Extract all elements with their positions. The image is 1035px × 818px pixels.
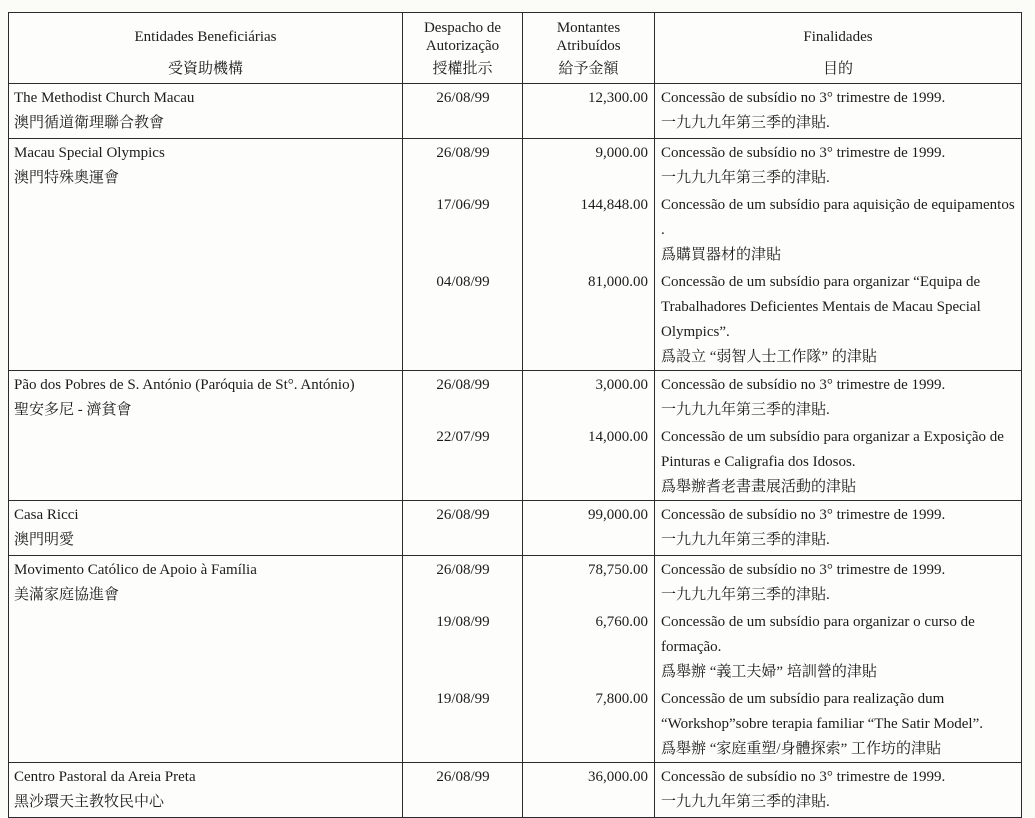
grant-date: 17/06/99	[436, 197, 490, 213]
grant-date: 26/08/99	[436, 769, 490, 785]
grant-date: 26/08/99	[436, 377, 490, 393]
grant-entry	[403, 556, 1021, 608]
grant-purpose	[654, 685, 1021, 762]
grant-entry	[403, 84, 1021, 136]
purpose-pt: Concessão de subsídio no 3° trimestre de 1999.	[661, 377, 946, 393]
entity-cell	[9, 763, 403, 817]
grant-entry	[403, 191, 1021, 268]
grant-amount: 12,300.00	[588, 90, 648, 106]
purpose-zh: 爲舉辦耆老書畫展活動的津貼	[661, 479, 857, 495]
grant-purpose	[654, 608, 1021, 685]
grant-entry	[403, 139, 1021, 191]
grant-date: 26/08/99	[436, 562, 490, 578]
header-purposes	[655, 13, 1021, 83]
grant-amount: 144,848.00	[580, 197, 648, 213]
grant-date: 19/08/99	[436, 614, 490, 630]
grant-entry	[403, 608, 1021, 685]
grant-amount: 7,800.00	[595, 691, 648, 707]
header-authorization-zh: 授權批示	[432, 61, 493, 77]
purpose-pt: Concessão de subsídio no 3° trimestre de 1999.	[661, 507, 946, 523]
header-entities-zh: 受資助機構	[167, 61, 243, 77]
header-amounts	[523, 13, 655, 83]
purpose-pt: Concessão de um subsídio para organizar a Exposição de Pinturas e Caligrafia dos Idosos.	[661, 429, 1004, 470]
table-row	[9, 138, 1021, 370]
grant-date: 19/08/99	[436, 691, 490, 707]
purpose-pt: Concessão de subsídio no 3° trimestre de 1999.	[661, 562, 946, 578]
entity-name-zh: 聖安多尼 - 濟貧會	[14, 402, 132, 418]
grant-purpose	[654, 501, 1021, 553]
grants-cell	[403, 763, 1021, 817]
grants-cell	[403, 371, 1021, 500]
entity-name-pt: Casa Ricci	[14, 507, 79, 523]
grant-purpose	[654, 268, 1021, 370]
purpose-pt: Concessão de um subsídio para aquisição de equipamentos .	[661, 197, 1015, 238]
entity-cell	[9, 501, 403, 555]
header-amounts-zh: 給予金額	[558, 61, 619, 77]
grant-amount: 14,000.00	[588, 429, 648, 445]
purpose-pt: Concessão de subsídio no 3° trimestre de 1999.	[661, 769, 946, 785]
header-authorization	[403, 13, 523, 83]
grant-purpose	[654, 423, 1021, 500]
grants-cell	[403, 84, 1021, 138]
grant-purpose	[654, 84, 1021, 136]
grant-entry	[403, 371, 1021, 423]
purpose-zh: 一九九九年第三季的津貼.	[661, 794, 830, 810]
entity-cell	[9, 556, 403, 762]
grant-amount: 81,000.00	[588, 274, 648, 290]
table-row	[9, 370, 1021, 500]
table-body	[9, 83, 1021, 817]
grant-purpose	[654, 191, 1021, 268]
entity-name-pt: Pão dos Pobres de S. António (Paróquia de St°. António)	[14, 377, 355, 393]
grant-entry	[403, 685, 1021, 762]
grant-entry	[403, 423, 1021, 500]
purpose-zh: 一九九九年第三季的津貼.	[661, 587, 830, 603]
grant-entry	[403, 763, 1021, 815]
header-authorization-pt: Despacho de Autorização	[423, 20, 502, 54]
grant-date: 26/08/99	[436, 507, 490, 523]
entity-cell	[9, 139, 403, 370]
entity-name-pt: Macau Special Olympics	[14, 145, 165, 161]
grants-cell	[403, 556, 1021, 762]
entity-name-zh: 澳門循道衛理聯合教會	[14, 115, 165, 131]
entity-name-pt: Centro Pastoral da Areia Preta	[14, 769, 196, 785]
grants-cell	[403, 139, 1021, 370]
purpose-zh: 一九九九年第三季的津貼.	[661, 170, 830, 186]
grants-cell	[403, 501, 1021, 555]
grant-amount: 3,000.00	[595, 377, 648, 393]
grant-entry	[403, 268, 1021, 370]
grant-amount: 99,000.00	[588, 507, 648, 523]
table-row	[9, 500, 1021, 555]
entity-name-pt: Movimento Católico de Apoio à Família	[14, 562, 257, 578]
purpose-zh: 爲舉辦 “義工夫婦” 培訓營的津貼	[661, 664, 877, 680]
table-row	[9, 83, 1021, 138]
entity-cell	[9, 371, 403, 500]
entity-name-pt: The Methodist Church Macau	[14, 90, 195, 106]
purpose-pt: Concessão de um subsídio para organizar o curso de formação.	[661, 614, 975, 655]
table-header	[9, 13, 1021, 83]
grant-purpose	[654, 763, 1021, 815]
purpose-zh: 爲舉辦 “家庭重塑/身體探索” 工作坊的津貼	[661, 741, 941, 757]
grant-amount: 36,000.00	[588, 769, 648, 785]
purpose-pt: Concessão de um subsídio para realização dum “Workshop”sobre terapia familiar “The Satir Model”.	[661, 691, 984, 732]
header-entities	[9, 13, 403, 83]
entity-name-zh: 澳門特殊奧運會	[14, 170, 120, 186]
entity-name-zh: 澳門明愛	[14, 532, 75, 548]
table-row	[9, 555, 1021, 762]
purpose-zh: 一九九九年第三季的津貼.	[661, 115, 830, 131]
grant-amount: 9,000.00	[595, 145, 648, 161]
entity-name-zh: 黑沙環天主教牧民中心	[14, 794, 165, 810]
grant-amount: 6,760.00	[595, 614, 648, 630]
header-amounts-pt: Montantes Atribuídos	[556, 20, 621, 54]
grant-date: 04/08/99	[436, 274, 490, 290]
grant-date: 22/07/99	[436, 429, 490, 445]
header-entities-pt: Entidades Beneficiárias	[134, 29, 277, 45]
subsidy-table	[8, 12, 1022, 818]
table-row	[9, 762, 1021, 817]
purpose-zh: 一九九九年第三季的津貼.	[661, 532, 830, 548]
grant-purpose	[654, 556, 1021, 608]
entity-name-zh: 美滿家庭協進會	[14, 587, 120, 603]
purpose-zh: 一九九九年第三季的津貼.	[661, 402, 830, 418]
entity-cell	[9, 84, 403, 138]
purpose-pt: Concessão de subsídio no 3° trimestre de 1999.	[661, 145, 946, 161]
purpose-pt: Concessão de um subsídio para organizar “Equipa de Trabalhadores Deficientes Mentais de Macau Special Olympics”.	[661, 274, 981, 340]
purpose-zh: 爲購買器材的津貼	[661, 247, 782, 263]
header-purposes-zh: 目的	[822, 61, 853, 77]
grant-date: 26/08/99	[436, 90, 490, 106]
header-purposes-pt: Finalidades	[803, 29, 873, 45]
grant-purpose	[654, 139, 1021, 191]
grant-purpose	[654, 371, 1021, 423]
purpose-zh: 爲設立 “弱智人士工作隊” 的津貼	[661, 349, 877, 365]
purpose-pt: Concessão de subsídio no 3° trimestre de 1999.	[661, 90, 946, 106]
grant-date: 26/08/99	[436, 145, 490, 161]
grant-entry	[403, 501, 1021, 553]
grant-amount: 78,750.00	[588, 562, 648, 578]
